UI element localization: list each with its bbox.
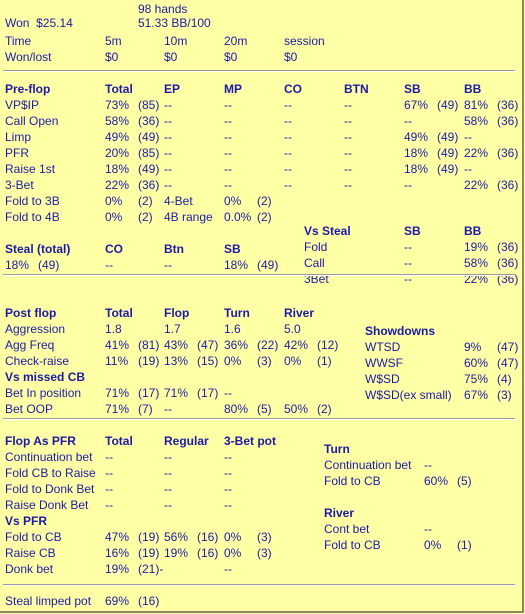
aggression-row-cell-1: 1.8 [105, 322, 122, 336]
vpip-row-cell-5: -- [284, 98, 292, 112]
4b-range-count: (2) [257, 210, 272, 224]
divider [3, 584, 515, 586]
4bet-value: 0% [224, 194, 242, 208]
steal-co-value: -- [105, 258, 113, 272]
bet-oop-row-cell-8: (2) [317, 402, 332, 416]
preflop-header: Pre-flop [5, 82, 51, 96]
wwsf-row-cell-1: 60% [464, 356, 489, 370]
call-open-row-cell-7: -- [404, 114, 412, 128]
bet-in-position-row-cell-4: (17) [197, 386, 219, 400]
turn-fold-cb-label: Fold to CB [324, 474, 381, 488]
steal-btn-value: -- [164, 258, 172, 272]
fold-to-3b-label: Fold to 3B [5, 194, 60, 208]
preflop-col-mp: MP [224, 82, 242, 96]
vs-pfr-raise-cb-row-cell-6: (3) [257, 546, 272, 560]
postflop-col-flop: Flop [164, 306, 190, 320]
call-open-row-cell-9: 58% [464, 114, 489, 128]
bet-in-position-row-cell-1: 71% [105, 386, 130, 400]
agg-freq-row-cell-5: 36% [224, 338, 249, 352]
fold-to-donk-row-cell-5: -- [224, 482, 232, 496]
pfr-row-cell-3: -- [164, 146, 172, 160]
agg-freq-row-cell-1: 41% [105, 338, 130, 352]
agg-freq-row-cell-2: (81) [138, 338, 160, 352]
postflop-header: Post flop [5, 306, 57, 320]
preflop-col-bb: BB [464, 82, 482, 96]
steal-limped-pot-value: 69% [105, 594, 130, 608]
vs-steal-col-bb: BB [464, 224, 482, 238]
time-col-5m: 5m [105, 34, 122, 48]
vs-pfr-fold-cb-row-cell-5: 0% [224, 530, 242, 544]
limp-row-cell-1: 49% [105, 130, 130, 144]
raise-donk-row-cell-5: -- [224, 498, 232, 512]
raise-donk-row-cell-1: -- [105, 498, 113, 512]
raise-donk-row-cell-3: -- [164, 498, 172, 512]
flop-pfr-col-3bet-pot: 3-Bet pot [224, 434, 276, 448]
raise-1st-row-cell-9: -- [464, 162, 472, 176]
3bet-row-cell-6: -- [344, 178, 352, 192]
steal-total-header: Steal (total) [5, 242, 71, 256]
vs-steal-3bet-row-cell-2: 22% [464, 272, 489, 286]
3bet-row-cell-1: 22% [105, 178, 130, 192]
check-raise-row-cell-7: 0% [284, 354, 302, 368]
divider [3, 70, 515, 72]
vpip-row-cell-7: 67% [404, 98, 429, 112]
vs-steal-call-row-cell-2: 58% [464, 256, 489, 270]
limp-row-cell-5: -- [284, 130, 292, 144]
pfr-row-cell-6: -- [344, 146, 352, 160]
limp-row-cell-9: -- [464, 130, 472, 144]
fold-cb-to-raise-row-cell-1: -- [105, 466, 113, 480]
river-header: River [324, 506, 355, 520]
vs-steal-call-row-cell-1: -- [404, 256, 412, 270]
bet-oop-row-cell-6: (5) [257, 402, 272, 416]
vpip-row-label: VP$IP [5, 98, 40, 112]
vs-pfr-donk-row-cell-1: 19% [105, 562, 130, 576]
limp-row-label: Limp [5, 130, 32, 144]
vpip-row-cell-8: (49) [437, 98, 459, 112]
divider [3, 274, 515, 276]
check-raise-row-cell-6: (3) [257, 354, 272, 368]
bet-oop-row-cell-2: (7) [138, 402, 153, 416]
flop-cbet-row-cell-3: -- [164, 450, 172, 464]
vs-pfr-raise-cb-row-cell-4: (16) [197, 546, 219, 560]
vpip-row-cell-6: -- [344, 98, 352, 112]
postflop-col-river: River [284, 306, 315, 320]
steal-limped-pot-label: Steal limped pot [5, 594, 92, 608]
check-raise-row-cell-2: (19) [138, 354, 160, 368]
vpip-row-cell-9: 81% [464, 98, 489, 112]
wonlost-10m: $0 [164, 50, 178, 64]
fold-to-donk-row-label: Fold to Donk Bet [5, 482, 95, 496]
agg-freq-row-cell-8: (12) [317, 338, 339, 352]
pfr-row-cell-8: (49) [437, 146, 459, 160]
raise-1st-row-cell-2: (49) [138, 162, 160, 176]
bet-oop-row-cell-3: -- [164, 402, 172, 416]
raise-donk-row-label: Raise Donk Bet [5, 498, 89, 512]
3bet-row-cell-9: 22% [464, 178, 489, 192]
vs-pfr-raise-cb-row-cell-3: 19% [164, 546, 189, 560]
vs-pfr-raise-cb-row-cell-2: (19) [138, 546, 160, 560]
steal-col-sb: SB [224, 242, 241, 256]
agg-freq-row-cell-3: 43% [164, 338, 189, 352]
pfr-row-cell-2: (85) [138, 146, 160, 160]
flop-cbet-row-cell-1: -- [105, 450, 113, 464]
bet-in-position-row-cell-2: (17) [138, 386, 160, 400]
river-cbet-value: -- [424, 522, 432, 536]
limp-row-cell-6: -- [344, 130, 352, 144]
4bet-count: (2) [257, 194, 272, 208]
limp-row-cell-4: -- [224, 130, 232, 144]
call-open-row-cell-5: -- [284, 114, 292, 128]
bet-oop-row-label: Bet OOP [5, 402, 54, 416]
pfr-row-cell-10: (36) [497, 146, 519, 160]
limp-row-cell-8: (49) [437, 130, 459, 144]
raise-1st-row-cell-1: 18% [105, 162, 130, 176]
preflop-col-btn: BTN [344, 82, 369, 96]
vs-pfr-raise-cb-row-label: Raise CB [5, 546, 56, 560]
aggression-row-cell-3: 1.7 [164, 322, 181, 336]
fold-to-donk-row-cell-3: -- [164, 482, 172, 496]
3bet-row-cell-4: -- [224, 178, 232, 192]
limp-row-cell-7: 49% [404, 130, 429, 144]
bet-in-position-row-cell-3: 71% [164, 386, 189, 400]
fold-to-4b-count: (2) [138, 210, 153, 224]
vpip-row-cell-3: -- [164, 98, 172, 112]
call-open-row-cell-2: (36) [138, 114, 160, 128]
time-col-20m: 20m [224, 34, 248, 48]
call-open-row-cell-1: 58% [105, 114, 130, 128]
turn-cbet-value: -- [424, 458, 432, 472]
bb-per-100: 51.33 BB/100 [138, 16, 211, 30]
bet-oop-row-cell-5: 80% [224, 402, 249, 416]
raise-1st-row-label: Raise 1st [5, 162, 56, 176]
turn-cbet-label: Continuation bet [324, 458, 412, 472]
vs-steal-fold-row-label: Fold [304, 240, 328, 254]
river-fold-cb-value: 0% [424, 538, 442, 552]
flop-cbet-row-label: Continuation bet [5, 450, 93, 464]
3bet-row-label: 3-Bet [5, 178, 34, 192]
vs-pfr-fold-cb-row-cell-6: (3) [257, 530, 272, 544]
pfr-row-label: PFR [5, 146, 29, 160]
time-label: Time [5, 34, 32, 48]
river-fold-cb-count: (1) [457, 538, 472, 552]
3bet-row-cell-2: (36) [138, 178, 160, 192]
turn-fold-cb-count: (5) [457, 474, 472, 488]
river-cbet-label: Cont bet [324, 522, 370, 536]
vs-pfr-fold-cb-row-cell-3: 56% [164, 530, 189, 544]
vpip-row-cell-4: -- [224, 98, 232, 112]
wsd-ex-small-row-label: W$SD(ex small) [365, 388, 452, 402]
3bet-row-cell-7: -- [404, 178, 412, 192]
preflop-col-sb: SB [404, 82, 421, 96]
raise-1st-row-cell-6: -- [344, 162, 352, 176]
3bet-row-cell-3: -- [164, 178, 172, 192]
raise-1st-row-cell-5: -- [284, 162, 292, 176]
limp-row-cell-2: (49) [138, 130, 160, 144]
vs-pfr-fold-cb-row-cell-1: 47% [105, 530, 130, 544]
check-raise-row-label: Check-raise [5, 354, 70, 368]
wsd-row-cell-1: 75% [464, 372, 489, 386]
vs-pfr-donk-row-cell-5: -- [224, 562, 232, 576]
wsd-ex-small-row-cell-2: (3) [497, 388, 512, 402]
turn-header: Turn [324, 442, 350, 456]
vs-steal-call-row-cell-3: (36) [497, 256, 519, 270]
turn-fold-cb-value: 60% [424, 474, 449, 488]
steal-col-co: CO [105, 242, 123, 256]
vs-pfr-fold-cb-row-cell-4: (16) [197, 530, 219, 544]
steal-sb-count: (49) [257, 258, 279, 272]
raise-1st-row-cell-4: -- [224, 162, 232, 176]
fold-to-4b-label: Fold to 4B [5, 210, 60, 224]
vs-steal-call-row-label: Call [304, 256, 325, 270]
wwsf-row-label: WWSF [365, 356, 403, 370]
check-raise-row-cell-8: (1) [317, 354, 332, 368]
call-open-row-cell-3: -- [164, 114, 172, 128]
pfr-row-cell-5: -- [284, 146, 292, 160]
pfr-row-cell-9: 22% [464, 146, 489, 160]
flop-pfr-header: Flop As PFR [5, 434, 76, 448]
flop-pfr-col-total: Total [105, 434, 133, 448]
divider [3, 418, 515, 420]
wsd-row-label: W$SD [365, 372, 400, 386]
showdowns-header: Showdowns [365, 324, 435, 338]
wtsd-row-label: WTSD [365, 340, 401, 354]
wonlost-label: Won/lost [5, 50, 52, 64]
vs-pfr-header: Vs PFR [5, 514, 48, 528]
vs-pfr-fold-cb-row-label: Fold to CB [5, 530, 62, 544]
vs-steal-header: Vs Steal [304, 224, 351, 238]
vs-steal-3bet-row-cell-1: -- [404, 272, 412, 286]
preflop-col-total: Total [105, 82, 133, 96]
fold-to-4b-value: 0% [105, 210, 123, 224]
4b-range-value: 0.0% [224, 210, 252, 224]
agg-freq-row-label: Agg Freq [5, 338, 55, 352]
fold-to-donk-row-cell-1: -- [105, 482, 113, 496]
wonlost-5m: $0 [105, 50, 119, 64]
preflop-col-ep: EP [164, 82, 181, 96]
flop-pfr-col-regular: Regular [164, 434, 209, 448]
time-col-10m: 10m [164, 34, 188, 48]
river-fold-cb-label: Fold to CB [324, 538, 381, 552]
wsd-ex-small-row-cell-1: 67% [464, 388, 489, 402]
raise-1st-row-cell-7: 18% [404, 162, 429, 176]
vs-steal-col-sb: SB [404, 224, 421, 238]
limp-row-cell-3: -- [164, 130, 172, 144]
raise-1st-row-cell-8: (49) [437, 162, 459, 176]
vs-steal-fold-row-cell-2: 19% [464, 240, 489, 254]
flop-cbet-row-cell-5: -- [224, 450, 232, 464]
aggression-row-label: Aggression [5, 322, 66, 336]
bet-in-position-row-label: Bet In position [5, 386, 82, 400]
check-raise-row-cell-4: (15) [197, 354, 219, 368]
wsd-row-cell-2: (4) [497, 372, 512, 386]
vs-pfr-donk-row-cell-2: (21)- [138, 562, 164, 576]
preflop-col-co: CO [284, 82, 302, 96]
wtsd-row-cell-1: 9% [464, 340, 482, 354]
pfr-row-cell-7: 18% [404, 146, 429, 160]
pfr-row-cell-1: 20% [105, 146, 130, 160]
pfr-row-cell-4: -- [224, 146, 232, 160]
call-open-row-cell-6: -- [344, 114, 352, 128]
fold-cb-to-raise-row-label: Fold CB to Raise [5, 466, 96, 480]
vs-steal-3bet-row-label: 3Bet [304, 272, 329, 286]
wwsf-row-cell-2: (47) [497, 356, 519, 370]
fold-cb-to-raise-row-cell-3: -- [164, 466, 172, 480]
vs-pfr-donk-row-label: Donk bet [5, 562, 54, 576]
fold-to-3b-value: 0% [105, 194, 123, 208]
fold-cb-to-raise-row-cell-5: -- [224, 466, 232, 480]
call-open-row-cell-4: -- [224, 114, 232, 128]
3bet-row-cell-10: (36) [497, 178, 519, 192]
steal-col-btn: Btn [164, 242, 184, 256]
vs-missed-cb-header: Vs missed CB [5, 370, 86, 384]
4b-range-label: 4B range [164, 210, 213, 224]
vs-steal-3bet-row-cell-3: (36) [497, 272, 519, 286]
time-col-session: session [284, 34, 325, 48]
call-open-row-label: Call Open [5, 114, 59, 128]
steal-total-value: 18% [5, 258, 30, 272]
vs-pfr-fold-cb-row-cell-2: (19) [138, 530, 160, 544]
vs-steal-fold-row-cell-1: -- [404, 240, 412, 254]
check-raise-row-cell-3: 13% [164, 354, 189, 368]
steal-limped-pot-count: (16) [138, 594, 160, 608]
3bet-row-cell-5: -- [284, 178, 292, 192]
aggression-row-cell-5: 1.6 [224, 322, 241, 336]
vs-pfr-raise-cb-row-cell-5: 0% [224, 546, 242, 560]
won-amount: Won $25.14 [5, 16, 73, 30]
wtsd-row-cell-2: (47) [497, 340, 519, 354]
agg-freq-row-cell-6: (22) [257, 338, 279, 352]
vs-pfr-raise-cb-row-cell-1: 16% [105, 546, 130, 560]
check-raise-row-cell-1: 11% [105, 354, 129, 368]
wonlost-20m: $0 [224, 50, 238, 64]
vs-steal-fold-row-cell-3: (36) [497, 240, 519, 254]
postflop-col-turn: Turn [224, 306, 250, 320]
steal-total-count: (49) [38, 258, 60, 272]
raise-1st-row-cell-3: -- [164, 162, 172, 176]
vpip-row-cell-10: (36) [497, 98, 519, 112]
bet-in-position-row-cell-5: -- [224, 386, 232, 400]
steal-sb-value: 18% [224, 258, 249, 272]
agg-freq-row-cell-4: (47) [197, 338, 219, 352]
aggression-row-cell-7: 5.0 [284, 322, 301, 336]
agg-freq-row-cell-7: 42% [284, 338, 309, 352]
vpip-row-cell-1: 73% [105, 98, 130, 112]
check-raise-row-cell-5: 0% [224, 354, 242, 368]
bet-oop-row-cell-1: 71% [105, 402, 130, 416]
wonlost-session: $0 [284, 50, 298, 64]
call-open-row-cell-10: (36) [497, 114, 519, 128]
vpip-row-cell-2: (85) [138, 98, 160, 112]
hands-count: 98 hands [138, 2, 188, 16]
4bet-label: 4-Bet [164, 194, 193, 208]
bet-oop-row-cell-7: 50% [284, 402, 309, 416]
fold-to-3b-count: (2) [138, 194, 153, 208]
postflop-col-total: Total [105, 306, 133, 320]
